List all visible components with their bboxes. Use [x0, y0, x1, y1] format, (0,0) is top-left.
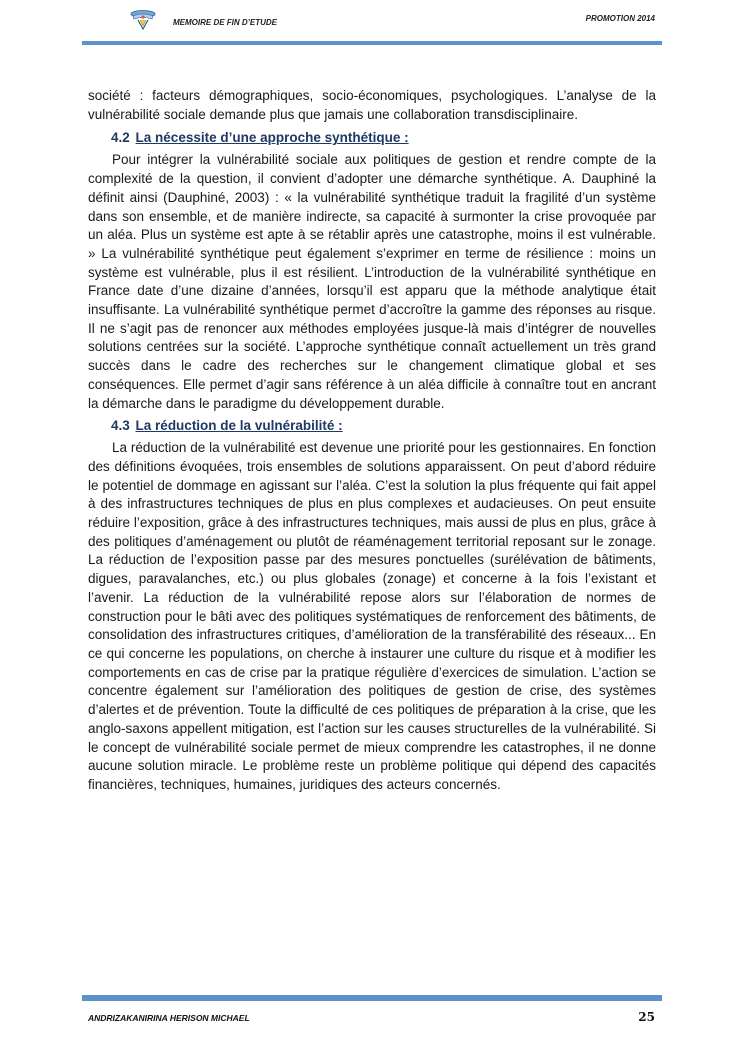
- section-number: 4.2: [111, 130, 130, 146]
- section-heading-4-2: [111, 128, 656, 147]
- header-rule: [82, 41, 662, 45]
- header-title: MEMOIRE DE FIN D’ETUDE: [173, 18, 278, 27]
- footer-author: ANDRIZAKANIRINA HERISON MICHAEL: [88, 1013, 250, 1023]
- header-promotion: PROMOTION 2014: [585, 14, 655, 23]
- section-4-2-paragraph: Pour intégrer la vulnérabilité sociale aux politiques de gestion et rendre compte de la complexité de la question, il convient d’adopter une démarche synthétique. A. Dauphiné la définit ainsi (Dauphiné, 2003) : « la vulnérabilité synthétique traduit la fragilité d’un système dans son ensemble, et de manière indirecte, sa capacité à surmonter la crise provoquée par un aléa. Plus un système est apte à se rétablir après une catastrophe, moins il est vulnérable. » La vulnérabilité synthétique peut également s’exprimer en terme de résilience : moins un système est vulnérable, plus il est résilient. L’introduction de la vulnérabilité synthétique en France date d’une dizaine d’années, lorsqu’il est apparu que la méthode analytique était insuffisante. La vulnérabilité synthétique permet d’accroître la gamme des réponses au risque. Il ne s’agit pas de renoncer aux méthodes employées jusque-là mais d’intégrer de nouvelles solutions centrées sur la société. L’approche synthétique connaît actuellement un très grand succès dans le cadre des recherches sur le changement climatique global et ses conséquences. Elle permet d’agir sans référence à un aléa difficile à connaître tout en ancrant la démarche dans le paradigme du développement durable.: [88, 152, 656, 411]
- section-title: La nécessite d’une approche synthétique :: [135, 130, 409, 146]
- footer-rule: [82, 995, 662, 1001]
- section-title: La réduction de la vulnérabilité :: [135, 418, 343, 434]
- page-body: [88, 87, 656, 795]
- page-number: 25: [638, 1010, 655, 1024]
- intro-paragraph: société : facteurs démographiques, socio-économiques, psychologiques. L’analyse de la vulnérabilité sociale demande plus que jamais une collaboration transdisciplinaire.: [88, 88, 656, 122]
- school-emblem-logo: [128, 8, 158, 32]
- section-heading-4-3: [111, 416, 656, 435]
- section-number: 4.3: [111, 418, 130, 434]
- section-4-3-paragraph: La réduction de la vulnérabilité est devenue une priorité pour les gestionnaires. En fonction des définitions évoquées, trois ensembles de solutions apparaissent. On peut d’abord réduire le potentiel de dommage en agissant sur l’aléa. C’est la solution la plus fréquente qui fait appel à des infrastructures techniques de plus en plus complexes et audacieuses. On peut ensuite réduire l’exposition, grâce à des infrastructures techniques, mais aussi de plus en plus, grâce à des politiques d’aménagement ou plutôt de réaménagement territorial reposant sur le zonage. La réduction de l’exposition passe par des mesures ponctuelles (surélévation de bâtiments, digues, paravalanches, etc.) ou plus globales (zonage) et concerne à la fois l’existant et l’avenir. La réduction de la vulnérabilité repose alors sur l’élaboration de normes de construction pour le bâti avec des politiques systématiques de renforcement des bâtiments, de consolidation des infrastructures critiques, d’amélioration de la transférabilité des réseaux... En ce qui concerne les populations, on cherche à instaurer une culture du risque et à modifier les comportements en cas de crise par la pratique régulière d’exercices de simulation. L’action se concentre également sur l’amélioration des politiques de gestion de crise, des systèmes d’alertes et de prévention. Toute la difficulté de ces politiques de préparation à la crise, que les anglo-saxons appellent mitigation, est l’action sur les causes structurelles de la vulnérabilité. Si le concept de vulnérabilité sociale permet de mieux comprendre les catastrophes, il ne donne aucune solution miracle. Le problème reste un problème politique qui dépend des capacités financières, techniques, humaines, juridiques des acteurs concernés.: [88, 440, 656, 792]
